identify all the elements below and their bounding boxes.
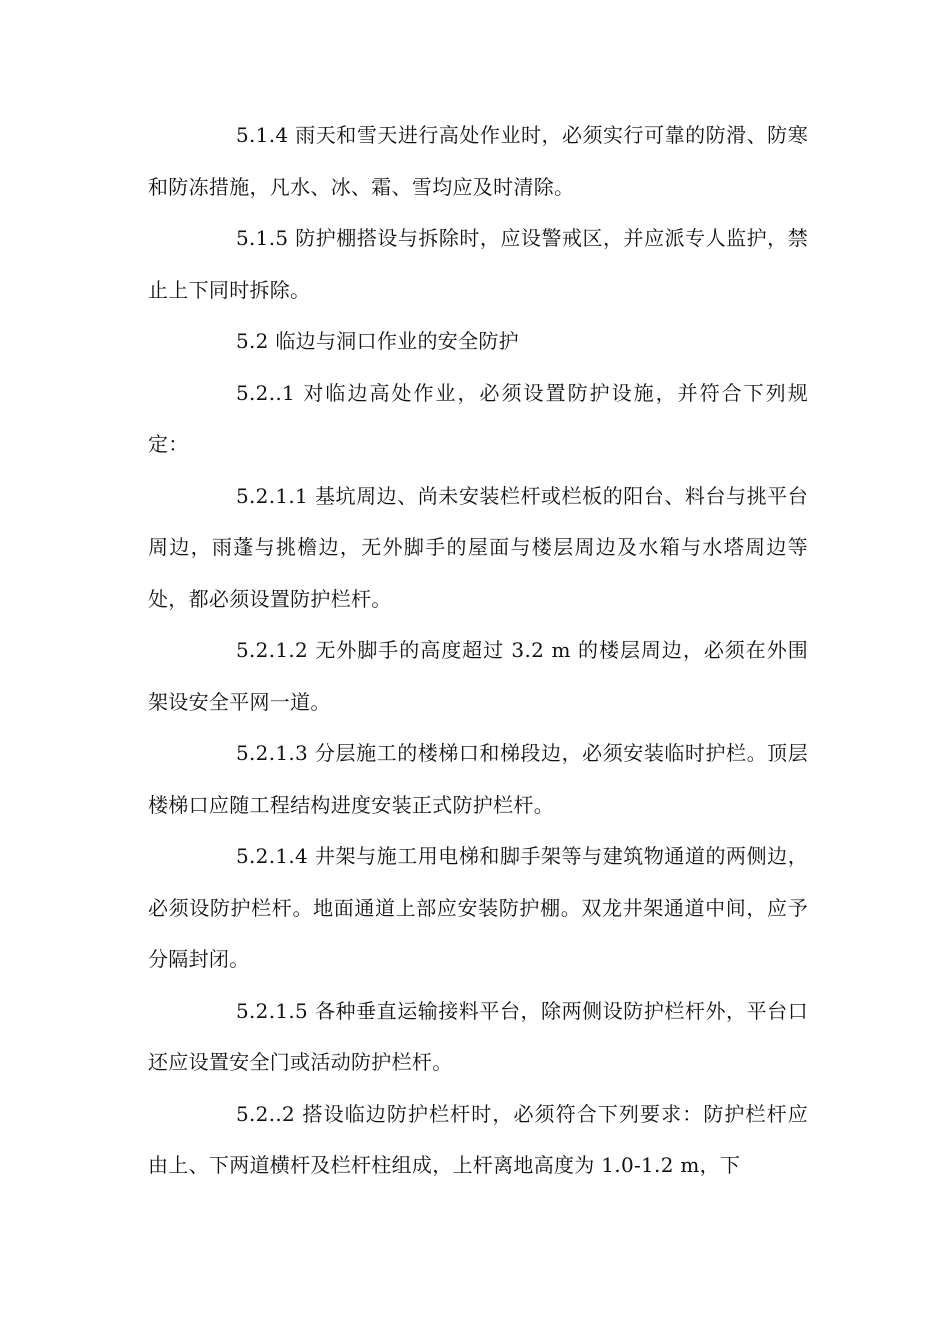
paragraph-5-2-1-3: 5.2.1.3 分层施工的楼梯口和梯段边，必须安装临时护栏。顶层楼梯口应随工程结构进度安装正式防护栏杆。: [148, 741, 808, 817]
paragraph-5-2-1: 5.2..1 对临边高处作业，必须设置防护设施，并符合下列规定：: [148, 380, 808, 456]
paragraph-5-1-5: 5.1.5 防护棚搭设与拆除时，应设警戒区，并应派专人监护，禁止上下同时拆除。: [148, 226, 808, 302]
section-heading-5-2: 5.2 临边与洞口作业的安全防护: [236, 329, 519, 353]
paragraph-5-2-1-5: 5.2.1.5 各种垂直运输接料平台，除两侧设防护栏杆外，平台口还应设置安全门或活动防护栏杆。: [148, 998, 808, 1074]
paragraph-5-1-4: 5.1.4 雨天和雪天进行高处作业时，必须实行可靠的防滑、防寒和防冻措施，凡水、冰、霜、雪均应及时清除。: [148, 123, 808, 199]
paragraph-5-2-1-4: 5.2.1.4 井架与施工用电梯和脚手架等与建筑物通道的两侧边，必须设防护栏杆。地面通道上部应安装防护棚。双龙井架通道中间，应予分隔封闭。: [148, 844, 808, 971]
paragraph-5-2-1-1: 5.2.1.1 基坑周边、尚未安装栏杆或栏板的阳台、料台与挑平台周边，雨蓬与挑檐边，无外脚手的屋面与楼层周边及水箱与水塔周边等处，都必须设置防护栏杆。: [148, 483, 808, 611]
paragraph-5-2-2: 5.2..2 搭设临边防护栏杆时，必须符合下列要求：防护栏杆应由上、下两道横杆及栏杆柱组成，上杆离地高度为 1.0-1.2 m，下: [148, 1101, 808, 1177]
paragraph-5-2-1-2: 5.2.1.2 无外脚手的高度超过 3.2 m 的楼层周边，必须在外围架设安全平网一道。: [148, 638, 808, 714]
document-page: [148, 110, 808, 1192]
